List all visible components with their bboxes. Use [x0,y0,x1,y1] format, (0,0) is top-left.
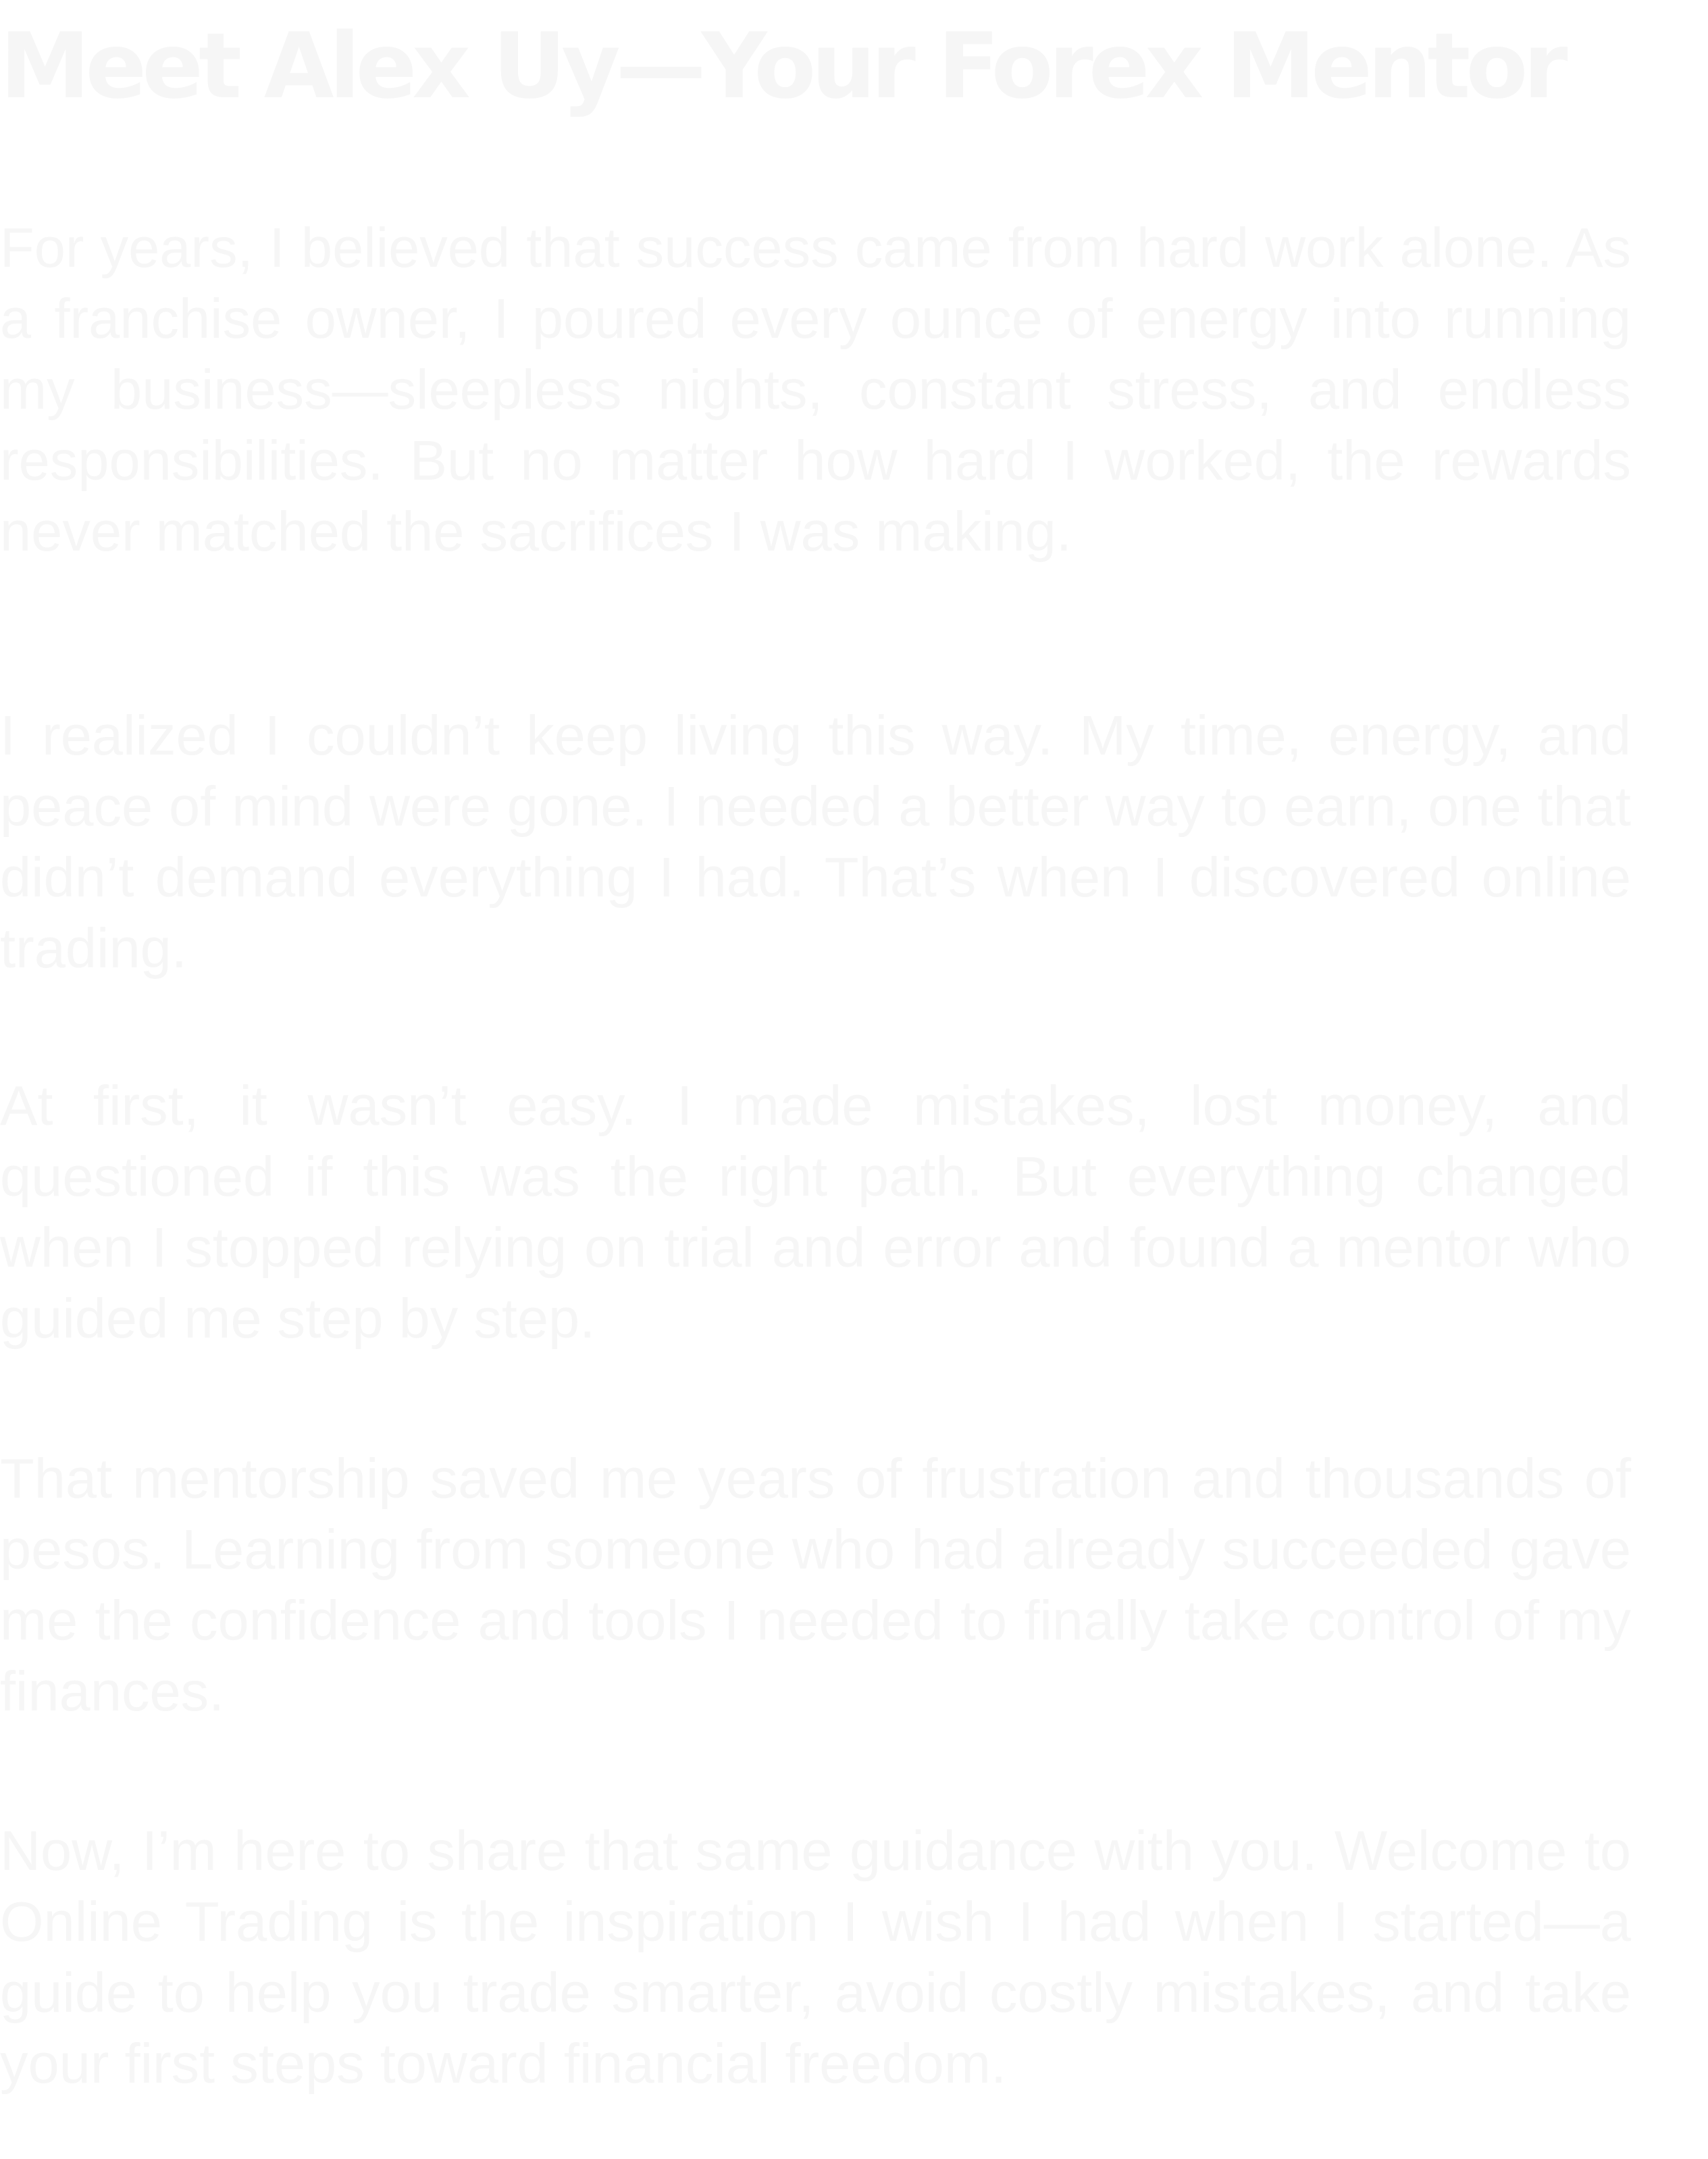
paragraph-invitation: Now, I’m here to share that same guidance with you. Welcome to Online Trading is the inspiration I wish I had when I started—a guide to help you trade smarter, avoid costly mistakes, and take your first steps toward financial freedom. [0,1819,1631,2095]
paragraph-realization: I realized I couldn’t keep living this way. My time, energy, and peace of mind were gone. I needed a better way to earn, one that didn’t demand everything I had. That’s when I discovered online trading. [0,704,1631,980]
page-title: Meet Alex Uy—Your Forex Mentor [0,14,1563,119]
paragraph-first-steps: At first, it wasn’t easy. I made mistakes, lost money, and questioned if this was the right path. But everything changed when I stopped relying on trial and error and found a mentor who guided me step by step. [0,1074,1631,1350]
paragraph-intro: For years, I believed that success came from hard work alone. As a franchise owner, I poured every ounce of energy into running my business—sleepless nights, constant stress, and endless responsibilities. But no matter how hard I worked, the rewards never matched the sacrifices I was making. [0,216,1631,563]
paragraph-mentorship: That mentorship saved me years of frustration and thousands of pesos. Learning from someone who had already succeeded gave me the confidence and tools I needed to finally take control of my finances. [0,1447,1631,1723]
